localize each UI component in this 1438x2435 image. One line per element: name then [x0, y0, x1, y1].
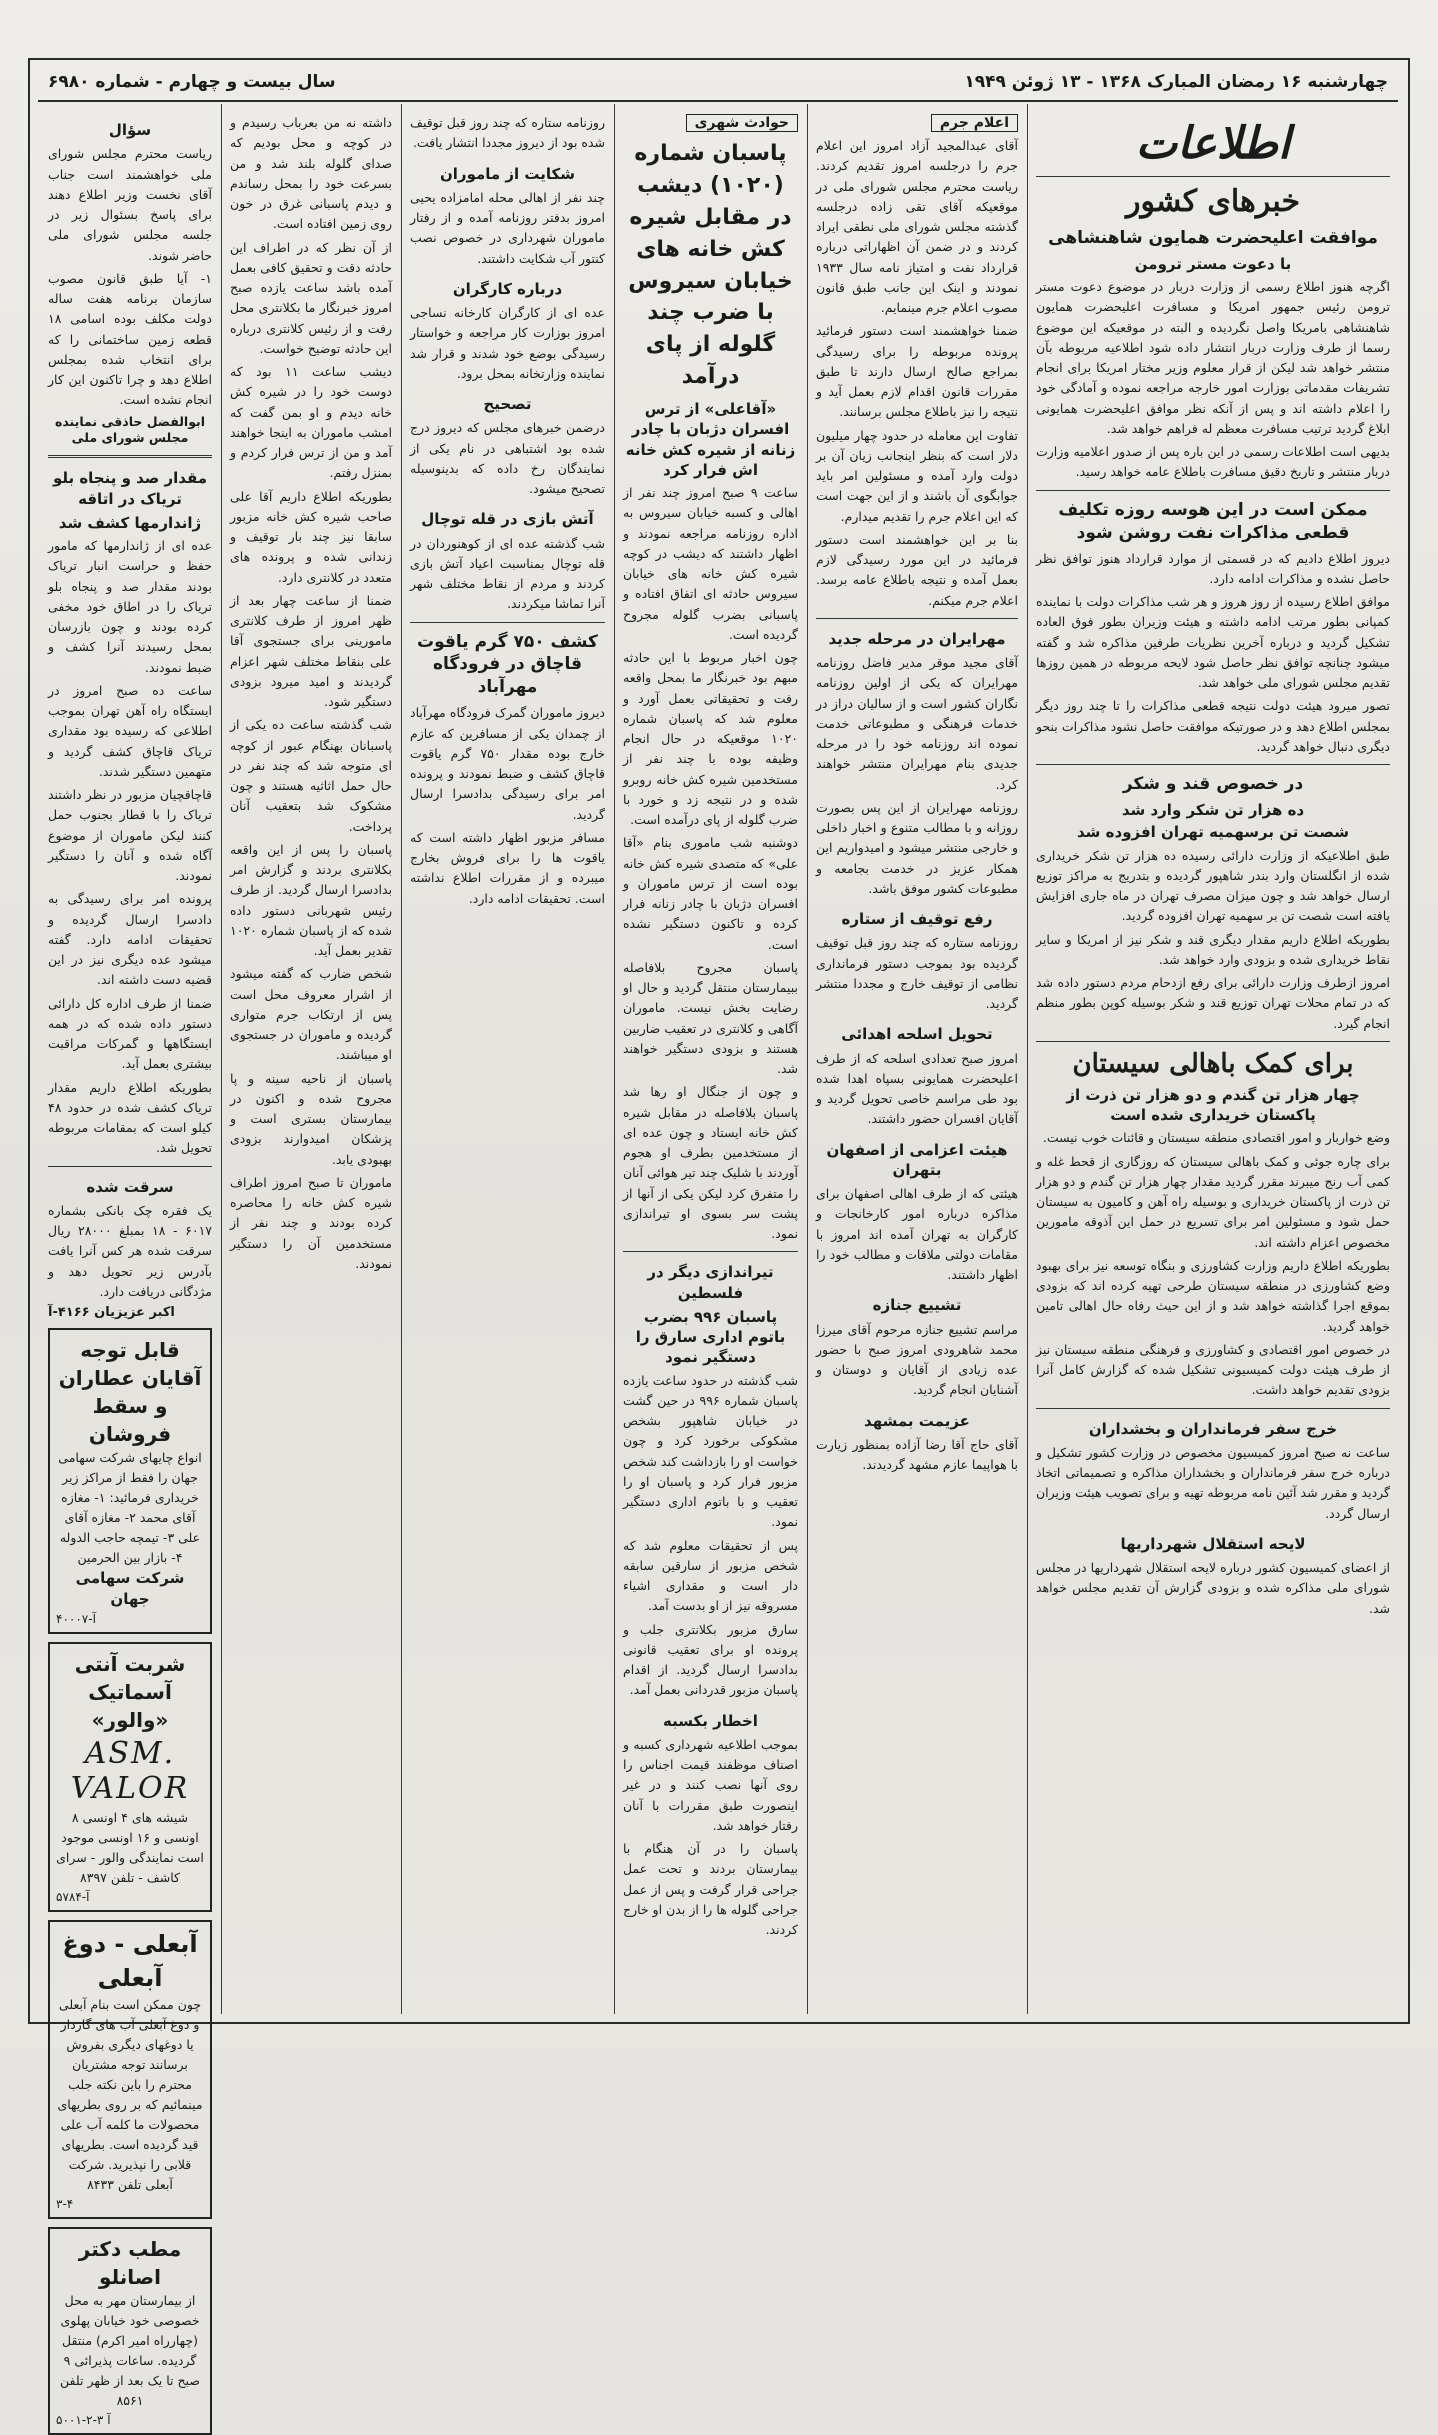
column-short-news: [402, 104, 613, 2014]
article-headline: تحویل اسلحه اهدائی: [841, 1025, 993, 1044]
masthead-logo: اطلاعات: [1135, 118, 1291, 169]
article-text: شب گذشته در حدود ساعت یازده پاسبان شماره ۹۹۶ در حین گشت در خیابان شاهپور بشخص مشکوکی برخورد کرد و چون خواست او را بازداشت کند شخص مزبور فرار کرد و پاسبان او را تعقیب و با باتوم اداری دستگیر نمود.: [623, 1372, 798, 1530]
ad-doctor-clinic: [48, 2227, 212, 2435]
article-text: بطوریکه اطلاع داریم وزارت کشاورزی و بنگاه توسعه نیز برای بهبود وضع کشاورزی در منطقه سیستان طرحی تهیه کرده اند که بزودی بموقع اجرا گذاشته خواهد شد و از این حیث رفاه حال اهالی تامین خواهد گردید.: [1036, 1257, 1390, 1334]
article-text: روزنامه ستاره که چند روز قبل توقیف گردیده بود بموجب دستور فرمانداری نظامی از توقیف خارج و مجددا منتشر گردید.: [816, 935, 1018, 1011]
section-title: خبرهای کشور: [1125, 184, 1301, 219]
article-text: برای چاره جوئی و کمک باهالی سیستان که روزگاری از قحط غله و کمی آب رنج میبرند مقرر گردید مقدار چهار هزار تن گندم و دو هزار تن ذرت از پاکستان خریداری و بوسیله راه آهن و کامیون به سیستان حمل شود و مسئولین امر برای تسریع در حمل این آذوقه مامورین مخصوص اعزام داشته اند.: [1036, 1153, 1390, 1250]
article-text: بموجب اطلاعیه شهرداری کسبه و اصناف موظفند قیمت اجناس را روی آنها نصب کنند و در غیر اینصورت طبق مقررات با آنان رفتار خواهد شد.: [623, 1736, 798, 1833]
article-text: ضمنا از ساعت چهار بعد از ظهر امروز از طرف کلانتری مامورینی برای جستجوی آقا علی بنقاط مختلف شهر اعزام گردیدند و امید میرود بزودی دستگیر شود.: [230, 592, 392, 709]
article-headline: مهرایران در مرحله جدید: [828, 629, 1006, 648]
divider: [816, 618, 1018, 619]
issue-date: چهارشنبه ۱۶ رمضان المبارک ۱۳۶۸ - ۱۳ ژوئن ۱۹۴۹: [964, 72, 1388, 92]
header-line: [38, 64, 1398, 102]
ad-code: ۵۷۸۴-آ: [56, 1890, 90, 1904]
article-text: روزنامه مهرایران از این پس بصورت روزانه و با مطالب متنوع و اخبار داخلی و خارجی منتشر میشود و امیدواریم این همکار عزیز در خدمت بجامعه و مطبوعات کشور موفق باشد.: [816, 799, 1018, 896]
lead-headline: پاسبان شماره (۱۰۲۰) دیشب در مقابل شیره کش خانه های خیابان سیروس با ضرب چند گلوله از پای درآمد: [628, 141, 793, 390]
divider: [1036, 764, 1390, 765]
article-text: ساعت ۹ صبح امروز چند نفر از اهالی و کسبه خیابان سیروس به اداره روزنامه مراجعه نمودند و اظهار داشتند که دیشب در کوچه شیره کش خانه های خیابان سیروس حادثه ای اتفاق افتاده و پاسبانی بضرب گلوله مجروح گردیده است.: [623, 485, 798, 642]
article-subhead: ژاندارمها کشف شد: [58, 513, 202, 532]
article-text: هیئتی که از طرف اهالی اصفهان برای مذاکره درباره امور کارخانجات و کارگران به تهران آمده اند امروز با مقامات دولتی ملاقات و مطالب خود را اظهار داشتند.: [816, 1186, 1018, 1282]
article-text: پاسبان را پس از این واقعه بکلانتری بردند و گزارش امر بدادسرا ارسال گردید. از طرف رئیس شهربانی دستور داده شده که از پاسبان شماره ۱۰۲۰ تقدیر بعمل آید.: [230, 841, 392, 958]
ad-text: انواع چایهای شرکت سهامی جهان را فقط از مراکز زیر خریداری فرمائید: ۱- مغازه آقای محمد ۲- مغازه آقای علی ۳- تیمچه حاجب الدوله ۴- بازار بین الحرمین: [58, 1450, 202, 1565]
article-text: دیروز اطلاع دادیم که در قسمتی از موارد قرارداد هنوز توافق نظر حاصل نشده و مذاکرات ادامه دارد.: [1036, 550, 1390, 586]
article-headline: اخطار بکسبه: [663, 1711, 758, 1730]
ad-code: اکبر عزیزیان ۴۱۶۶-آ: [48, 1305, 175, 1320]
article-headline: سؤال: [108, 121, 152, 139]
article-headline: شکایت از ماموران: [439, 164, 576, 183]
article-text: ضمنا خواهشمند است دستور فرمائید پرونده مربوطه را برای رسیدگی بمراجع صالح ارسال دارند تا طبق مقررات قانون اقدام لازم بعمل آید و نتیجه را نیز باطلاع مجلس برسانند.: [816, 323, 1018, 420]
ad-title: شربت آنتی آسماتیک «والور»: [74, 1652, 186, 1732]
article-text: ساعت نه صبح امروز کمیسیون مخصوص در وزارت کشور تشکیل و درباره خرج سفر فرمانداران و بخشداران مذاکره و تصمیماتی اتخاذ گردید و مقرر شد آئین نامه مربوطه تهیه و برای تصویب هیئت وزیران ارسال گردد.: [1036, 1444, 1390, 1521]
article-text: داشته نه من بعرباب رسیدم و در کوچه و محل بودیم که صدای گلوله بلند شد و من بسرعت خود را بمحل رساندم و دیدم پاسبانی غرق در خون روی زمین افتاده است.: [230, 115, 392, 232]
article-headline: تشییع جنازه: [872, 1296, 962, 1315]
divider: [623, 1251, 798, 1252]
ad-abali-dough: [48, 1920, 212, 2219]
article-text: از آن نظر که در اطراف این حادثه دقت و تحقیق کافی بعمل آمده باشد ساعت یازده صبح امروز خبرنگار ما بکلانتری محل رفت و از رئیس کلانتری درباره این حادثه توضیح خواست.: [230, 239, 392, 356]
article-headline: درباره کارگران: [452, 279, 563, 298]
article-text: بطوریکه اطلاع داریم مقدار دیگری قند و شکر نیز از امریکا و سایر نقاط خریداری شده و بزودی وارد خواهد شد.: [1036, 931, 1390, 967]
column-incident-continued: [222, 104, 400, 2014]
article-text: بدیهی است اطلاعات رسمی در این باره پس از صدور اعلامیه وزارت دربار منتشر و تاریخ دقیق مسافرت باطلاع عامه خواهد رسید.: [1036, 444, 1390, 480]
article-headline: تیراندازی دیگر در فلسطین: [647, 1263, 774, 1302]
article-text: ساعت ده صبح امروز در ایستگاه راه آهن تهران بموجب اطلاعی که رسیده بود مقداری تریاک قاچاق کشف گردید و متهمین دستگیر شدند.: [48, 682, 212, 779]
signature: ابوالفضل حاذقی نماینده مجلس شورای ملی: [54, 413, 206, 446]
ad-code: ۵۰۰۱-آ ۳-۲: [56, 2413, 111, 2428]
article-headline: مقدار صد و پنجاه بلو تریاک در اتاقه: [52, 469, 208, 508]
article-subhead: شصت تن برسهمیه تهران افزوده شد: [1077, 823, 1349, 842]
article-text: دوشنبه شب ماموری بنام «آقا علی» که متصدی شیره کش خانه بوده است از ترس ماموران و افسران دژبان با چادر زنانه فرار کرده و تاکنون دستگیر نشده است.: [623, 835, 798, 952]
article-text: روزنامه ستاره که چند روز قبل توقیف شده بود از دیروز مجددا انتشار یافت.: [410, 115, 605, 151]
ad-tea-company: [48, 1328, 212, 1634]
article-text: پرونده امر برای رسیدگی به دادسرا ارسال گردیده و تحقیقات ادامه دارد. گفته میشود عده دیگری نیز در این قضیه دست داشته اند.: [48, 891, 212, 988]
article-text: ریاست محترم مجلس شورای ملی خواهشمند است جناب آقای نخست وزیر اطلاع دهند برای پاسخ بسئوال زیر در جلسه مجلس شورای ملی حاضر شوند.: [48, 146, 212, 263]
article-headline: لایحه استقلال شهرداریها: [1120, 1534, 1306, 1553]
article-text: مسافر مزبور اظهار داشته است که یاقوت ها را برای فروش بخارج میبرده و از مقررات اطلاع نداشته است. تحقیقات ادامه دارد.: [410, 829, 605, 906]
article-text: شب گذشته ساعت ده یکی از پاسبانان بهنگام عبور از کوچه ای متوجه شد که چند نفر در حال حمل اثاثیه هستند و چون مشکوک شد بتعقیب آنان پرداخت.: [230, 717, 392, 834]
ad-brand: ASM. VALOR: [70, 1736, 190, 1806]
article-text: درضمن خبرهای مجلس که دیروز درج شده بود اشتباهی در نام یکی از نمایندگان رخ داده که بدینوسیله تصحیح میشود.: [410, 420, 605, 496]
article-headline: برای کمک باهالی سیستان: [1072, 1048, 1354, 1079]
article-headline: موافقت اعلیحضرت همایون شاهنشاهی: [1048, 228, 1378, 248]
article-headline: خرج سفر فرمانداران و بخشداران: [1088, 1419, 1338, 1438]
article-text: از اعضای کمیسیون کشور درباره لایحه استقلال شهرداریها در مجلس شورای ملی مذاکره شده و بزودی گزارش آن تقدیم مجلس خواهد شد.: [1036, 1560, 1390, 1616]
article-text: آقای حاج آقا رضا آزاده بمنظور زیارت با هواپیما عازم مشهد گردیدند.: [816, 1436, 1018, 1472]
article-headline: کشف ۷۵۰ گرم یاقوت قاچاق در فرودگاه مهرآباد: [417, 631, 598, 698]
article-text: چون اخبار مربوط با این حادثه مبهم بود خبرنگار ما بمحل واقعه رفت و تحقیقاتی بعمل آورد و معلوم شد که پاسبان شماره ۱۰۲۰ موقعیکه در حال انجام وظیفه بوده با چند نفر از مستخدمین شیره کش خانه روبرو شده و در نتیجه زد و خورد با ضرب گلوله از پای درآمده است.: [623, 650, 798, 828]
article-text: ماموران تا صبح امروز اطراف شیره کش خانه را محاصره کرده بودند و چند نفر از مستخدمین آن را دستگیر نمودند.: [230, 1174, 392, 1271]
article-text: مراسم تشییع جنازه مرحوم آقای میرزا محمد شاهرودی امروز صبح با حضور عده زیادی از آقایان و دوستان و آشنایان انجام گردید.: [816, 1321, 1018, 1398]
ad-asthma-syrup: [48, 1642, 212, 1912]
article-text: بنا بر این خواهشمند است دستور فرمائید در این مورد رسیدگی لازم بعمل آمده و نتیجه باطلاع عامه برسد. اعلام جرم میکنم.: [816, 531, 1018, 608]
divider: [1036, 490, 1390, 491]
article-text: تفاوت این معامله در حدود چهار میلیون دلار است که بنظر اینجانب زیان آن بر دولت وارد آمده و مسئولین امر باید جوابگوی آن باشند و از این جهت است که این اعلام جرم را تقدیم میدارم.: [816, 427, 1018, 524]
article-subhead: با دعوت مستر ترومن: [1134, 254, 1292, 273]
article-text: عده ای از کارگران کارخانه نساجی امروز بوزارت کار مراجعه و خواستار رسیدگی بوضع خود شدند و قرار شد نماینده وزارتخانه بمحل برود.: [410, 305, 605, 381]
article-headline: در خصوص قند و شکر: [1122, 774, 1304, 795]
article-text: وضع خواربار و امور اقتصادی منطقه سیستان و قائنات خوب نیست.: [1042, 1130, 1390, 1146]
article-text: سارق مزبور بکلانتری جلب و پرونده او برای تعقیب قانونی بدادسرا ارسال گردید. از اقدام پاسبان مزبور قدردانی بعمل آمد.: [623, 1621, 798, 1698]
ad-code: ۳-۴: [56, 2197, 74, 2212]
article-text: امروز ازطرف وزارت دارائی برای رفع ازدحام مردم دستور داده شد که در تمام محلات تهران توزیع قند و شکر بوسیله کوپن بطور منظم انجام گیرد.: [1036, 975, 1390, 1031]
article-text: عده ای از ژاندارمها که مامور حفظ و حراست انبار تریاک بودند مقدار صد و پنجاه بلو تریاک را در اطاق خود مخفی کرده بودند و چون بازرسان بمحل رسیدند آنرا کشف و ضبط نمودند.: [48, 538, 212, 675]
article-text: شب گذشته عده ای از کوهنوردان در قله توچال بمناسبت اعیاد آتش بازی کردند و مردم از نقاط مختلف شهر آنرا تماشا میکردند.: [410, 535, 605, 612]
divider: [1036, 1408, 1390, 1409]
section-tag: اعلام جرم: [931, 114, 1018, 132]
article-headline: ممکن است در این هوسه روزه تکلیف قطعی مذاکرات نفت روشن شود: [1058, 499, 1368, 543]
divider: [410, 622, 605, 623]
article-text: موافق اطلاع رسیده از روز هروز و هر شب مذاکرات دولت با نماینده کمپانی بطور مرتب ادامه داشته و هیئت وزیران بطور فوق العاده تشکیل گردید و درباره آخرین نظریات طرفین مذاکره شد و گفته میشود چنانچه توافق نظر حاصل شود لایحه مربوطه در همین روزها تقدیم مجلس شورای ملی خواهد شد.: [1036, 594, 1390, 691]
article-text: چند نفر از اهالی محله امامزاده یحیی امروز بدفتر روزنامه آمده و از رفتار ماموران شهرداری در خصوص نصب کنتور آب شکایت داشتند.: [410, 189, 605, 266]
ad-code: ۴۰۰۰۷-آ: [56, 1612, 96, 1626]
ad-text: از بیمارستان مهر به محل خصوصی خود خیابان پهلوی (چهارراه امیر اکرم) منتقل گردیده. ساعات پذیرائی ۹ صبح تا یک بعد از ظهر تلفن ۸۵۶۱: [60, 2293, 200, 2409]
article-text: ضمنا از طرف اداره کل دارائی دستور داده شده که در همه ایستگاهها و گمرکات مراقبت بیشتری بعمل آید.: [48, 995, 212, 1072]
ad-title: قابل توجه آقایان عطاران و سقط فروشان: [58, 1338, 202, 1446]
article-text: بطوریکه اطلاع داریم آقا علی صاحب شیره کش خانه مزبور سابقا نیز چند بار توقیف و زندانی شده و پرونده های متعدد در کلانتری دارد.: [230, 488, 392, 585]
section-tag: حوادث شهری: [686, 114, 798, 132]
article-text: طبق اطلاعیکه از وزارت دارائی رسیده ده هزار تن شکر خریداری شده از انگلستان وارد بندر شاهپور گردیده و بتدریج به مراکز توزیع ارسال خواهد شد و چون میزان مصرف تهران در ماه جاری افزایش یافته است شصت تن بر سهمیه تهران افزوده گردید.: [1036, 847, 1390, 924]
article-text: در خصوص امور اقتصادی و کشاورزی و فرهنگی منطقه سیستان نیز از طرف هیئت دولت کمیسیونی تشکیل شده که گزارش کامل آنرا بزودی تقدیم خواهد داشت.: [1036, 1341, 1390, 1398]
article-text: پاسبان را در آن هنگام با بیمارستان بردند و تحت عمل جراحی قرار گرفت و پس از عمل جراحی گلوله ها را از بدن او خارج کردند.: [623, 1841, 798, 1938]
article-text: تصور میرود هیئت دولت نتیجه قطعی مذاکرات را تا چند روز دیگر بمجلس اطلاع دهد و در صورتیکه موافقت حاصل نشود مذاکرات بنحو دیگری دنبال خواهد گردید.: [1036, 698, 1390, 754]
divider: [48, 1166, 212, 1167]
divider: [1036, 176, 1390, 177]
ad-title: مطب دکتر اصانلو: [78, 2237, 182, 2290]
article-text: یک فقره چک بانکی بشماره ۶۰۱۷ - ۱۸ بمبلغ ۲۸۰۰۰ ریال سرقت شده هر کس آنرا یافت بآدرس زیر تحویل دهد و مژدگانی دریافت دارد.: [48, 1202, 212, 1299]
divider: [48, 455, 212, 458]
column-announcements: [808, 104, 1026, 2014]
article-text: قاچاقچیان مزبور در نظر داشتند تریاک را با قطار بجنوب حمل کنند لیکن ماموران از موضوع آگاه شده و آنان را دستگیر نمودند.: [48, 787, 212, 883]
article-subhead: پاسبان ۹۹۶ بضرب باتوم اداری سارق را دستگیر نمود: [635, 1307, 786, 1367]
divider: [1036, 1041, 1390, 1042]
ad-text: شیشه های ۴ اونسی ۸ اونسی و ۱۶ اونسی موجود است نمایندگی والور - سرای کاشف - تلفن ۸۳۹۷: [56, 1810, 204, 1885]
column-national-news: [1028, 104, 1398, 2014]
column-city-incidents: [615, 104, 806, 2014]
article-text: ۱- آیا طبق قانون مصوب سازمان برنامه هفت ساله دولت مکلف بوده اسامی ۱۸ قطعه زمین ساختمانی را که برای انتخاب شده بمجلس اطلاع دهد و چرا تاکنون این کار انجام نشده است.: [48, 270, 212, 408]
article-text: پاسبان از ناحیه سینه و پا مجروح شده و اکنون در بیمارستان بستری است و پزشکان امیدوارند بزودی بهبودی یابد.: [230, 1070, 392, 1167]
article-text: آقای مجید موقر مدیر فاضل روزنامه مهرایران که یکی از اولین روزنامه نگاران کشور است و از سالیان دراز در خدمات فرهنگی و مطبوعاتی خدمت نموده اند روزنامه خود را در مرحله جدیدی بنام مهرایران منتشر خواهند کرد.: [816, 655, 1018, 792]
column-ads: [40, 104, 220, 2428]
article-headline: آتش بازی در قله توچال: [421, 510, 594, 529]
article-headline: عزیمت بمشهد: [864, 1411, 970, 1430]
article-subhead: ده هزار تن شکر وارد شد: [1121, 801, 1305, 819]
ad-signature: شرکت سهامی جهان: [75, 1569, 185, 1608]
issue-number: سال بیست و چهارم - شماره ۶۹۸۰: [48, 72, 336, 92]
article-subhead: «آقاعلی» از ترس افسران دژبان با چادر زنانه از شیره کش خانه اش فرار کرد: [625, 400, 796, 479]
article-text: پاسبان مجروح بلافاصله ببیمارستان منتقل گردید و حال او رضایت بخش نیست. ماموران آگاهی و کلانتری در تعقیب ضاربین هستند و بزودی دستگیر خواهند شد.: [623, 959, 798, 1077]
article-text: بطوریکه اطلاع داریم مقدار تریاک کشف شده در حدود ۴۸ کیلو است که بمقامات مربوطه تحویل شد.: [48, 1079, 212, 1156]
article-headline: رفع توقیف از ستاره: [841, 910, 993, 928]
article-subhead: چهار هزار تن گندم و دو هزار تن ذرت از پاکستان خریداری شده است: [1066, 1085, 1360, 1124]
article-headline: هیئت اعزامی از اصفهان بتهران: [826, 1140, 1008, 1179]
ad-text: چون ممکن است بنام آبعلی و دوغ آبعلی آب های گازدار یا دوغهای دیگری بفروش برسانند توجه مشتریان محترم را باین نکته جلب مینمائیم که بر روی بطریهای محصولات ما کلمه آب علی قید گردیده است. بطریهای قلابی را نپذیرید. شرکت آبعلی تلفن ۸۴۳۳: [57, 1997, 203, 2193]
article-text: و چون از جنگال او رها شد پاسبان بلافاصله در مقابل شیره کش خانه ایستاد و چون عده ای از مستخدمین بطرف او هجوم آوردند با شلیک چند تیر هوائی آنان را متفرق کرد لیکن یکی از آنها از پشت سر بسوی او تیراندازی نمود.: [623, 1084, 798, 1242]
article-headline: تصحیح: [483, 395, 532, 413]
article-text: دیروز ماموران گمرک فرودگاه مهرآباد از چمدان یکی از مسافرین که عازم خارج بوده مقدار ۷۵۰ گرم یاقوت قاچاق کشف و ضبط نمودند و پرونده امر برای رسیدگی بدادسرا ارسال گردید.: [410, 705, 605, 822]
article-text: اگرچه هنوز اطلاع رسمی از وزارت دربار در موضوع دعوت مستر ترومن رئیس جمهور امریکا و مسافرت اعلیحضرت همایون شاهنشاهی بامریکا واصل نگردیده و البته در موقعیکه این موضوع رسما از طرف وزارت دربار انتشار داده شود اطلاعیه مربوطه بآن منتشر خواهد شد لیکن از قرار معلوم وزیر مختار امریکا برای انجام تشریفات مقدماتی بوزارت امور خارجه مراجعه نموده و آمادگی خود را اعلام داشته اند و پس از آنکه نظر موافق اعلیحضرت همایونی ابلاغ گردید ترتیب مسافرت معظم له فراهم خواهد شد.: [1036, 279, 1390, 436]
ad-title: آبعلی - دوغ آبعلی: [62, 1930, 198, 1992]
article-text: امروز صبح تعدادی اسلحه که از طرف اعلیحضرت همایونی بسپاه اهدا شده بود طی مراسم خاصی تحویل گردید و آقایان افسران حضور داشتند.: [816, 1050, 1018, 1127]
article-headline: سرقت شده: [86, 1177, 174, 1196]
article-text: دیشب ساعت ۱۱ بود که دوست خود را در شیره کش خانه دیدم و او بمن گفت که امشب ماموران به اینجا خواهند آمد و من از ترس فرار کردم و بمنزل رفتم.: [230, 364, 393, 481]
article-text: شخص ضارب که گفته میشود از اشرار معروف محل است پس از ارتکاب جرم متواری گردیده و ماموران در جستجوی او میباشند.: [230, 966, 392, 1063]
article-text: آقای عبدالمجید آزاد امروز این اعلام جرم را درجلسه امروز تقدیم کردند. ریاست محترم مجلس شورای ملی در موقعیکه آقای تقی زاده درجلسه گذشته مجلس شورای ملی نطقی ایراد کردند و در ضمن آن اظهاراتی درباره قرارداد نفت و امتیاز نامه سال ۱۹۳۳ نمودند و اینک این جانب طبق قانون مصوب اعلام جرم مینمایم.: [816, 138, 1018, 315]
article-text: پس از تحقیقات معلوم شد که شخص مزبور از سارقین سابقه دار است و مقداری اشیاء مسروقه نیز از او بدست آمد.: [623, 1537, 798, 1614]
